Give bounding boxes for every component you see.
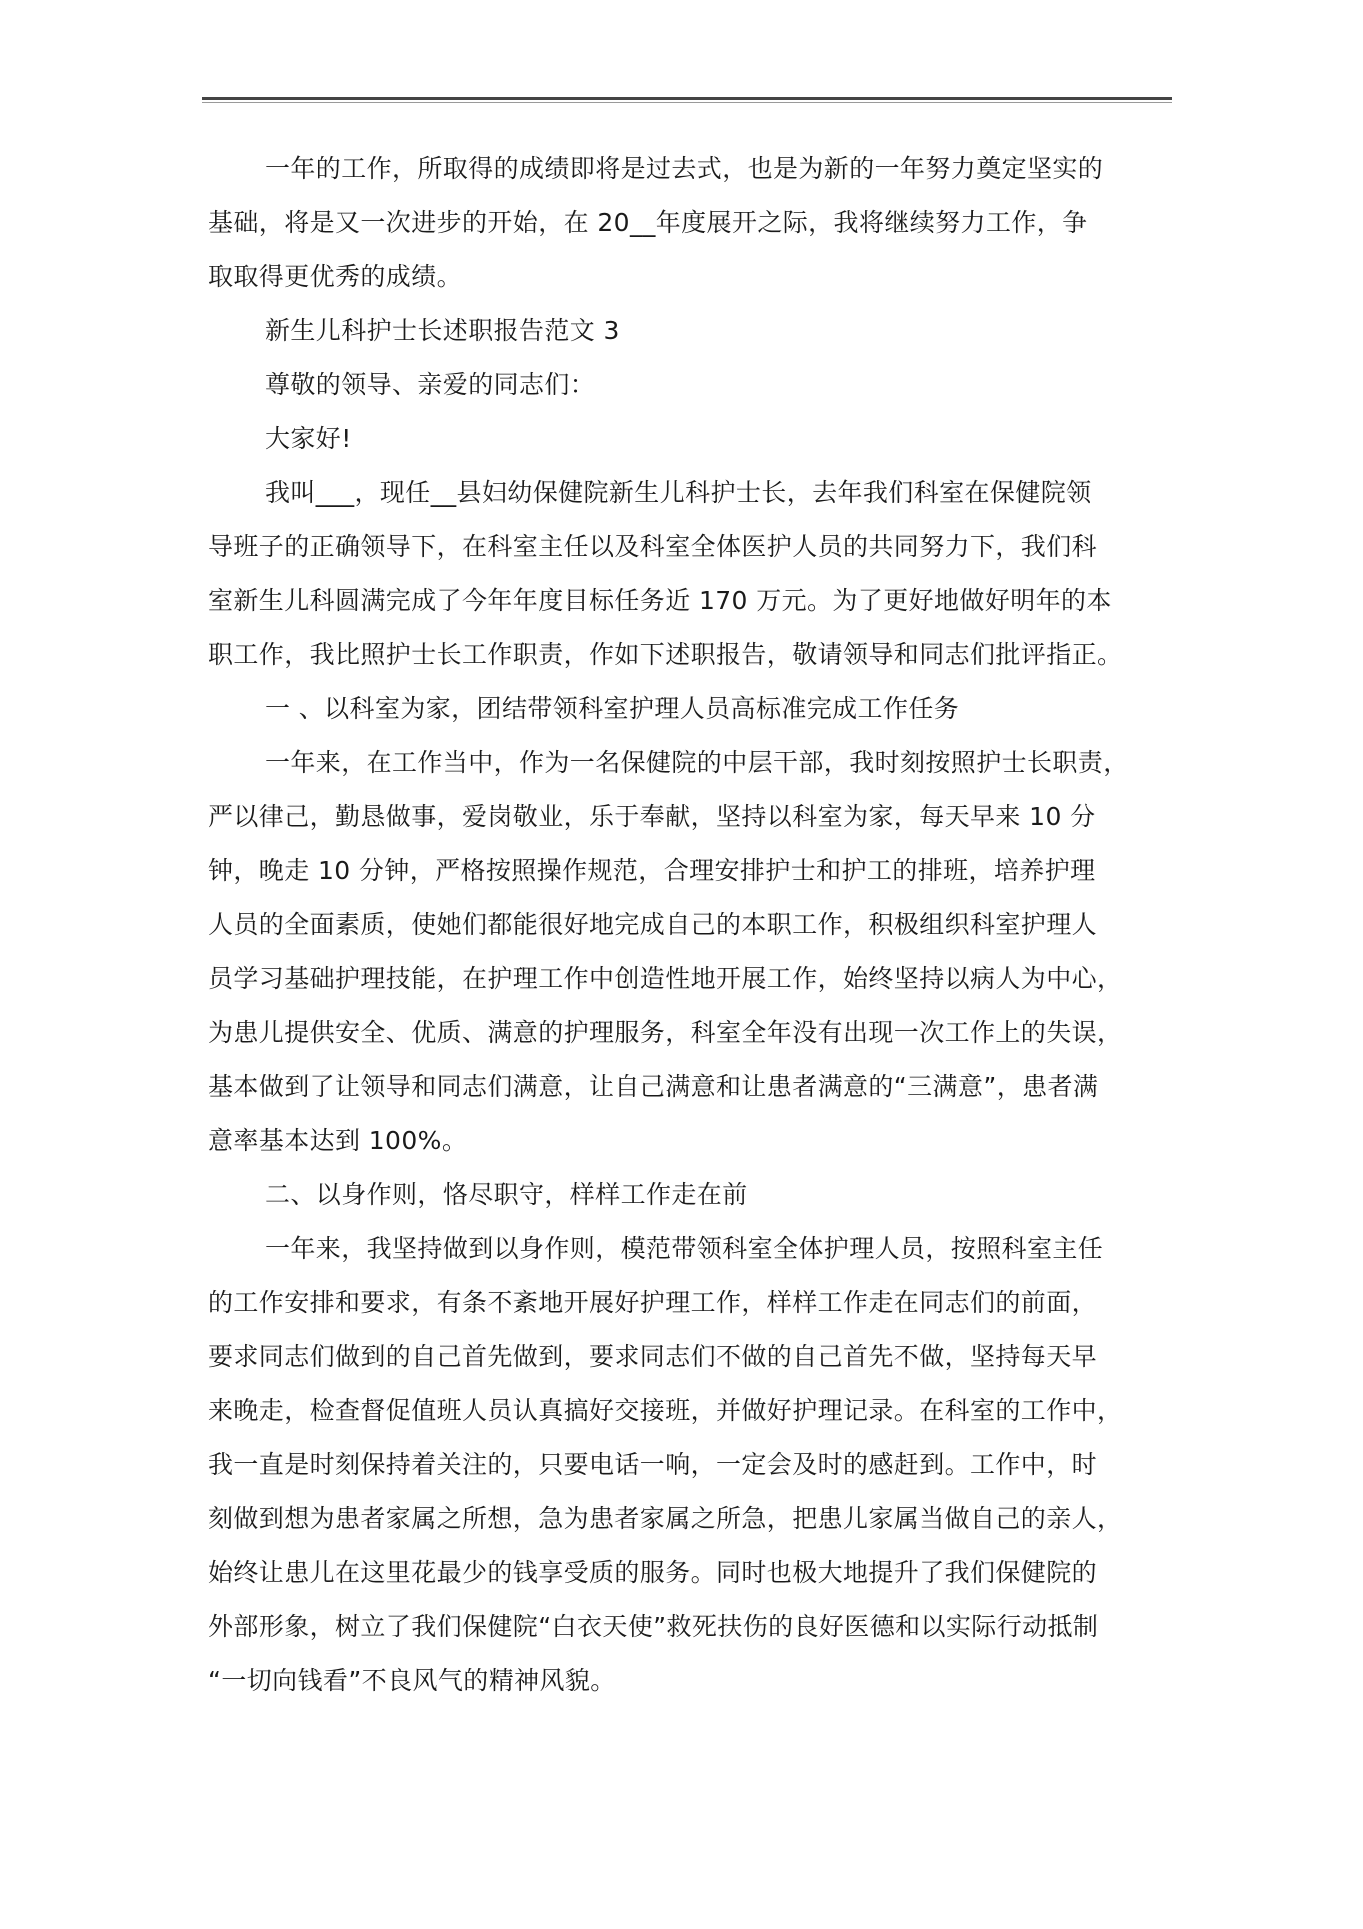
paragraph-line: 一年来，在工作当中，作为一名保健院的中层干部，我时刻按照护士长职责， bbox=[265, 748, 1129, 777]
paragraph-line: “一切向钱看”不良风气的精神风貌。 bbox=[208, 1666, 616, 1695]
paragraph-line: 室新生儿科圆满完成了今年年度目标任务近 170 万元。为了更好地做好明年的本 bbox=[208, 586, 1112, 615]
greeting: 大家好! bbox=[265, 424, 352, 453]
paragraph-line: 人员的全面素质，使她们都能很好地完成自己的本职工作，积极组织科室护理人 bbox=[208, 910, 1098, 939]
paragraph-line: 基本做到了让领导和同志们满意，让自己满意和让患者满意的“三满意”，患者满 bbox=[208, 1072, 1099, 1101]
paragraph-line: 严以律己，勤恳做事，爱岗敬业，乐于奉献，坚持以科室为家，每天早来 10 分 bbox=[208, 802, 1096, 831]
paragraph-line: 一年的工作，所取得的成绩即将是过去式，也是为新的一年努力奠定坚实的 bbox=[265, 154, 1104, 183]
paragraph-line: 要求同志们做到的自己首先做到，要求同志们不做的自己首先不做，坚持每天早 bbox=[208, 1342, 1098, 1371]
paragraph-line: 刻做到想为患者家属之所想，急为患者家属之所急，把患儿家属当做自己的亲人， bbox=[208, 1504, 1123, 1533]
paragraph-line: 为患儿提供安全、优质、满意的护理服务，科室全年没有出现一次工作上的失误， bbox=[208, 1018, 1123, 1047]
paragraph-line: 取取得更优秀的成绩。 bbox=[208, 262, 463, 291]
paragraph-line: 的工作安排和要求，有条不紊地开展好护理工作，样样工作走在同志们的前面， bbox=[208, 1288, 1098, 1317]
document-body bbox=[208, 142, 1204, 1708]
header-divider bbox=[202, 97, 1172, 103]
paragraph-line: 基础，将是又一次进步的开始，在 20__年度展开之际，我将继续努力工作，争 bbox=[208, 208, 1088, 237]
paragraph-line: 钟，晚走 10 分钟，严格按照操作规范，合理安排护士和护工的排班，培养护理 bbox=[208, 856, 1096, 885]
paragraph-line: 始终让患儿在这里花最少的钱享受质的服务。同时也极大地提升了我们保健院的 bbox=[208, 1558, 1098, 1587]
paragraph-line: 导班子的正确领导下，在科室主任以及科室全体医护人员的共同努力下，我们科 bbox=[208, 532, 1098, 561]
paragraph-line: 职工作，我比照护士长工作职责，作如下述职报告，敬请领导和同志们批评指正。 bbox=[208, 640, 1123, 669]
section-heading: 一 、以科室为家，团结带领科室护理人员高标准完成工作任务 bbox=[265, 694, 960, 723]
paragraph-line: 一年来，我坚持做到以身作则，模范带领科室全体护理人员，按照科室主任 bbox=[265, 1234, 1104, 1263]
paragraph-line: 来晚走，检查督促值班人员认真搞好交接班，并做好护理记录。在科室的工作中， bbox=[208, 1396, 1123, 1425]
paragraph-line: 外部形象，树立了我们保健院“白衣天使”救死扶伤的良好医德和以实际行动抵制 bbox=[208, 1612, 1099, 1641]
salutation: 尊敬的领导、亲爱的同志们： bbox=[265, 370, 596, 399]
paragraph-line: 我叫___，现任__县妇幼保健院新生儿科护士长，去年我们科室在保健院领 bbox=[265, 478, 1092, 507]
paragraph-line: 我一直是时刻保持着关注的，只要电话一响，一定会及时的感赶到。工作中，时 bbox=[208, 1450, 1098, 1479]
paragraph-line: 员学习基础护理技能，在护理工作中创造性地开展工作，始终坚持以病人为中心， bbox=[208, 964, 1123, 993]
section-title: 新生儿科护士长述职报告范文 3 bbox=[265, 316, 620, 345]
paragraph-line: 意率基本达到 100%。 bbox=[208, 1126, 468, 1155]
section-heading: 二、以身作则，恪尽职守，样样工作走在前 bbox=[265, 1180, 748, 1209]
